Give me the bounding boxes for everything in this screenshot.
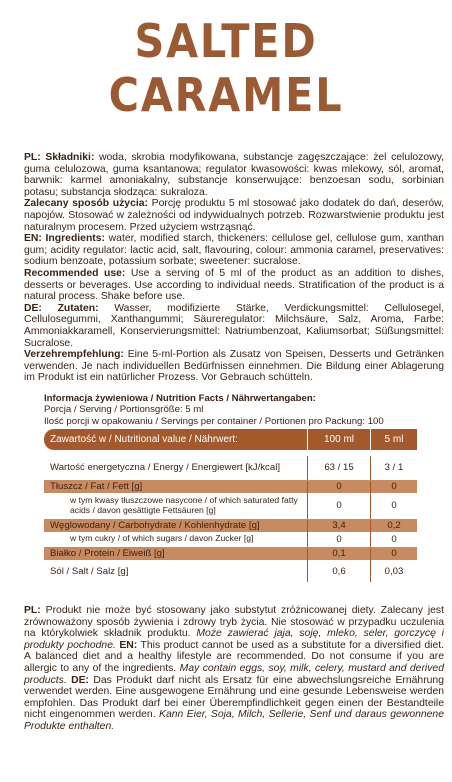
row-value-5ml: 0 [371, 480, 418, 493]
product-title-line1: SALTED [134, 14, 318, 68]
header-label: Zawartość w / Nutritional value / Nährwert: [50, 434, 238, 445]
row-value-100ml: 0,6 [308, 560, 371, 582]
en-warning-text: This product cannot be used as a substitute for a diversified diet. A balanced diet and a healthy lifestyle are recommended. Do not consume if you are allergic to any of the ingredients. [24, 639, 444, 674]
de-ingredients [24, 303, 444, 349]
de-warning-text: Das Produkt darf nicht als Ersatz für eine abwechslungsreiche Ernährung verwendet werden. Eine ausgewogene Ernährung und eine gesunde Lebensweise werden empfohlen. Das Produkt darf bei einer Überempfindlichkeit gegen einen der Bestandteile nicht eingenommen werden. [24, 674, 444, 721]
pl-ingredients-text: woda, skrobia modyfikowana, substancje zagęszczające: żel celulozowy, guma celulozowa, guma ksantanowa; regulator kwasowości: kwas mlekowy, sól, aromat, barwnik: karmel amoniakalny, substancje konserwujące: benzoesan sodu, sorbinian potasu; substancja słodząca: sukraloza. [24, 152, 444, 198]
pl-warning-text: Produkt nie może być stosowany jako substytut zróżnicowanej diety. Zalecany jest zrównoważony sposób żywienia i zdrowy tryb życia. Nie stosować w przypadku uczulenia na którykolwiek składnik produktu. [24, 605, 444, 640]
pl-ingredients-label: PL: Składniki: [24, 152, 95, 163]
table-row-sugars [44, 532, 417, 547]
pl-ingredients [24, 152, 444, 198]
table-row-carbohydrate [44, 519, 417, 532]
nutrition-header [44, 393, 444, 427]
row-value-5ml: 3 / 1 [371, 456, 418, 480]
row-value-5ml: 0 [371, 547, 418, 560]
row-value-5ml: 0,2 [371, 519, 418, 532]
serving-size: Porcja / Serving / Portionsgröße: 5 ml [44, 404, 204, 416]
en-warning-label: EN: [115, 639, 138, 651]
pl-use-label: Zalecany sposób użycia: [24, 198, 148, 210]
warnings-section [24, 605, 444, 733]
en-use [24, 268, 444, 303]
table-row-energy [44, 456, 417, 480]
row-label: w tym cukry / of which sugars / davon Zucker [g] [44, 532, 308, 547]
de-use-label: Verzehrempfehlung: [24, 349, 124, 361]
de-warning-label: DE: [66, 674, 90, 686]
de-use [24, 349, 444, 384]
de-use-text: Eine 5-ml-Portion als Zusatz von Speisen, Desserts und Getränken verwenden. Je nach individuellen Bedürfnissen einnehmen. Die Bildung einer Ablagerung im Produkt ist ein natürlicher Prozess. Vor Gebrauch schütteln. [24, 349, 444, 384]
row-value-5ml: 0 [371, 493, 418, 519]
row-value-100ml: 63 / 15 [308, 456, 371, 480]
table-row-fat [44, 480, 417, 493]
row-label: Białko / Protein / Eiweiß [g] [50, 548, 165, 560]
table-row-protein [44, 547, 417, 560]
pl-warning-label: PL: [24, 605, 41, 616]
en-use-label: Recommended use: [24, 267, 126, 279]
nutrition-table [44, 429, 417, 582]
nutrition-title: Informacja żywieniowa / Nutrition Facts / Nährwertangaben: [44, 393, 316, 404]
row-label: Wartość energetyczna / Energy / Energiewert [kJ/kcal] [44, 456, 308, 480]
de-ingredients-text: Wasser, modifizierte Stärke, Verdickungsmittel: Cellulosegel, Cellulosegummi, Xanthangummi; Säureregulator: Milchsäure, Salz, Aroma, Farbe: Ammoniakkaramell, Konservierungsmittel: Natriumbenzoat, Kaliumsorbat; Süßungsmittel: Sucralose. [24, 302, 444, 349]
en-ingredients [24, 233, 444, 268]
row-value-100ml: 0 [308, 493, 371, 519]
row-value-100ml: 0 [308, 480, 371, 493]
warnings-paragraph [24, 605, 444, 733]
table-row-salt [44, 560, 417, 582]
pl-allergen-text: Może zawierać jaja, soję, mleko, seler, gorczycę i produkty pochodne. [24, 628, 444, 651]
row-label: Sól / Salt / Salz [g] [50, 565, 129, 577]
row-value-5ml: 0 [371, 532, 418, 547]
ingredients-section [24, 152, 444, 384]
row-value-100ml: 3,4 [308, 519, 371, 532]
en-ingredients-text: water, modified starch, thickeners: cellulose gel, cellulose gum, xanthan gum; acidity regulator: lactic acid, salt, flavouring, colour: ammonia caramel, preservatives: sodium benzoate, potassium sorbate; sweetener: sucralose. [24, 233, 444, 268]
en-use-text: Use a serving of 5 ml of the product as an addition to dishes, desserts or beverages. Use according to individual needs. Stratification of the product is a natural process. Shake before use. [24, 267, 444, 303]
row-label: w tym kwasy tłuszczowe nasycone / of which saturated fatty acids / davon gesättigte Fettsäuren [g] [44, 493, 308, 519]
row-value-100ml: 0,1 [308, 547, 371, 560]
header-col-5ml: 5 ml [371, 429, 418, 450]
servings-per-container: Ilość porcji w opakowaniu / Servings per container / Portionen pro Packung: 100 [44, 415, 384, 427]
row-label: Tłuszcz / Fat / Fett [g] [50, 481, 143, 493]
pl-use-text: Porcję produktu 5 ml stosować jako dodatek do dań, deserów, napojów. Stosować w zależności od indywidualnych potrzeb. Rozwarstwienie produktu jest naturalnym procesem. Przed użyciem wstrząsnąć. [24, 198, 445, 233]
row-value-5ml: 0,03 [371, 560, 418, 582]
de-ingredients-label: DE: Zutaten: [24, 302, 99, 314]
table-row-saturated [44, 493, 417, 519]
row-value-100ml: 0 [308, 532, 371, 547]
en-ingredients-label: EN: Ingredients: [24, 233, 106, 245]
product-title-line2: CARAMEL [108, 68, 344, 122]
pl-use [24, 198, 444, 233]
row-label: Węglowodany / Carbohydrate / Kohlenhydrate [g] [50, 520, 260, 532]
header-col-100ml: 100 ml [308, 429, 371, 450]
en-allergen-text: May contain eggs, soy, milk, celery, mustard and derived products. [24, 662, 444, 686]
nutrition-table-header [44, 429, 417, 450]
de-allergen-text: Kann Eier, Soja, Milch, Sellerie, Senf und daraus gewonnene Produkte enthalten. [24, 709, 444, 732]
